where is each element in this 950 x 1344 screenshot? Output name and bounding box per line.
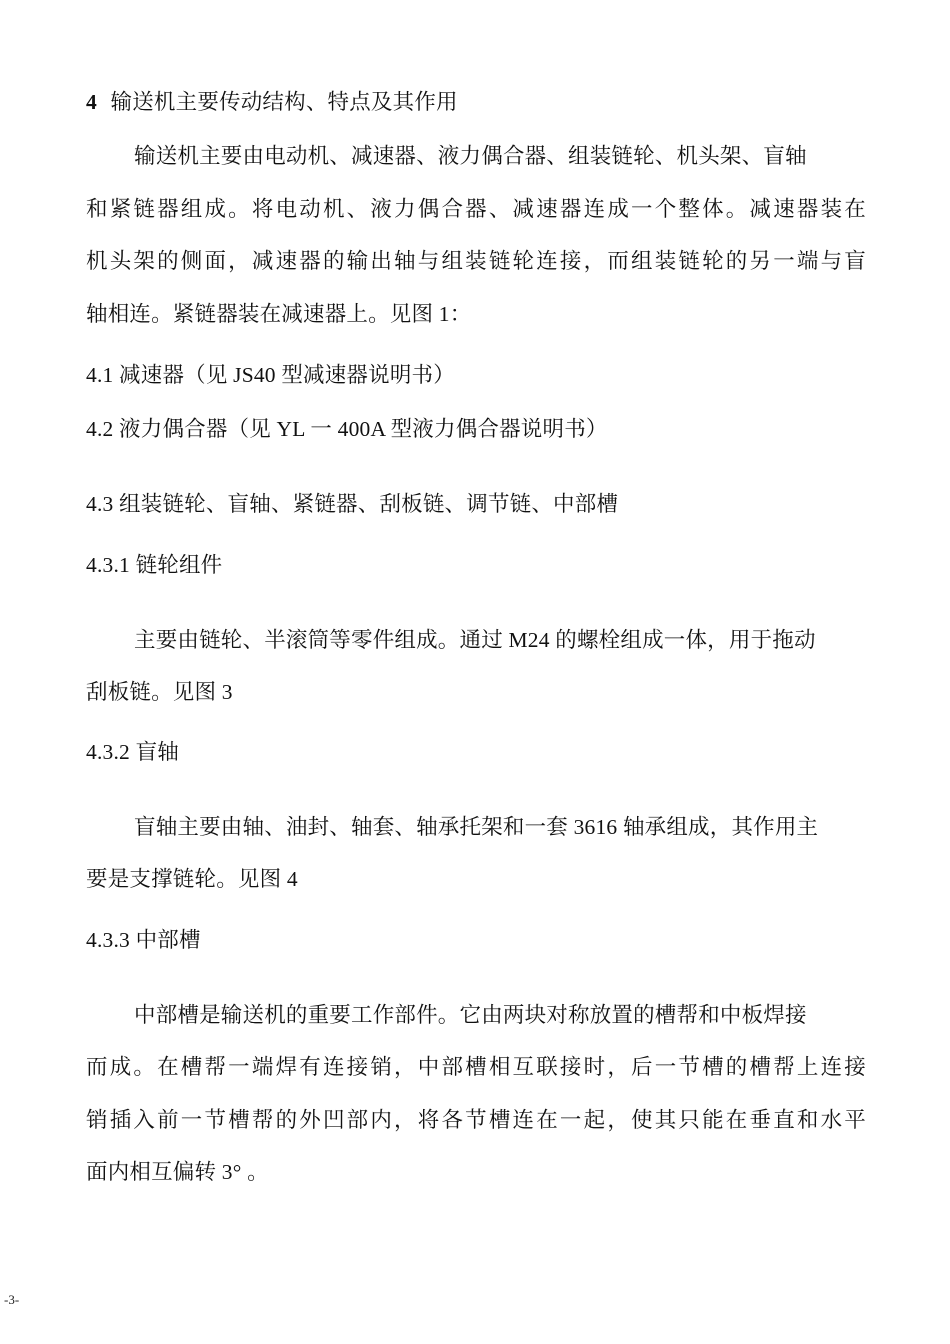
paragraph-line: 面内相互偏转 3° 。 [86, 1160, 269, 1184]
paragraph-line: 中部槽是输送机的重要工作部件。它由两块对称放置的槽帮和中板焊接 [134, 1003, 807, 1027]
paragraph-line: 刮板链。见图 3 [86, 680, 233, 704]
paragraph-line: 输送机主要由电动机、减速器、液力偶合器、组装链轮、机头架、盲轴 [134, 144, 807, 168]
paragraph-line: 而成。在槽帮一端焊有连接销，中部槽相互联接时，后一节槽的槽帮上连接 [86, 1055, 866, 1079]
paragraph-line: 机头架的侧面，减速器的输出轴与组装链轮连接，而组装链轮的另一端与盲 [86, 249, 866, 273]
paragraph-line: 销插入前一节槽帮的外凹部内，将各节槽连在一起，使其只能在垂直和水平 [86, 1108, 866, 1132]
section-4-heading [86, 87, 458, 117]
section-4-3-2-heading: 4.3.2 盲轴 [86, 740, 179, 764]
section-number: 4 [86, 90, 97, 114]
paragraph-line: 轴相连。紧链器装在减速器上。见图 1： [86, 302, 472, 326]
paragraph-line: 要是支撑链轮。见图 4 [86, 867, 298, 891]
section-4-3-1-heading: 4.3.1 链轮组件 [86, 553, 223, 577]
page-number: -3- [4, 1292, 20, 1307]
section-4-2-heading: 4.2 液力偶合器（见 YL 一 400A 型液力偶合器说明书） [86, 417, 608, 441]
section-4-3-heading: 4.3 组装链轮、盲轴、紧链器、刮板链、调节链、中部槽 [86, 492, 619, 516]
paragraph-line: 盲轴主要由轴、油封、轴套、轴承托架和一套 3616 轴承组成，其作用主 [134, 815, 819, 839]
section-title: 输送机主要传动结构、特点及其作用 [110, 90, 458, 114]
section-4-1-heading: 4.1 减速器（见 JS40 型减速器说明书） [86, 363, 455, 387]
paragraph-line: 主要由链轮、半滚筒等零件组成。通过 M24 的螺栓组成一体，用于拖动 [134, 628, 816, 652]
paragraph-line: 和紧链器组成。将电动机、液力偶合器、减速器连成一个整体。减速器装在 [86, 197, 866, 221]
section-4-3-3-heading: 4.3.3 中部槽 [86, 928, 201, 952]
